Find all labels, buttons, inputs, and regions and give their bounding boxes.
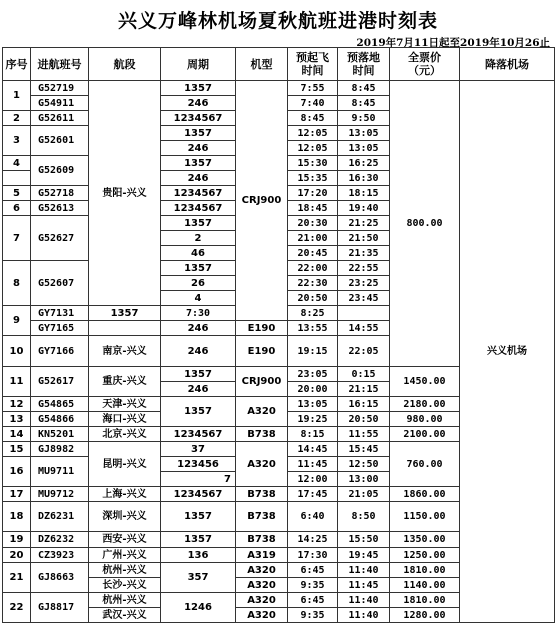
arr-cell: 13:05 (338, 126, 390, 141)
header-dep-1: 预起飞 (296, 51, 329, 64)
route-cell: 海口-兴义 (89, 412, 161, 427)
route-cell: 广州-兴义 (89, 548, 161, 563)
period-cell: 1234567 (161, 186, 236, 201)
header-airport: 降落机场 (460, 48, 555, 81)
seq-cell: 12 (3, 397, 31, 412)
flight-cell: G52617 (31, 367, 89, 397)
aircraft-cell: A320 (236, 608, 288, 623)
dep-cell: 19:15 (288, 336, 338, 367)
dep-cell: 11:45 (288, 457, 338, 472)
flight-cell: G52719 (31, 81, 89, 96)
fare-cell: 760.00 (390, 442, 460, 487)
period-cell: 246 (161, 96, 236, 111)
schedule-table (2, 47, 555, 623)
aircraft-cell: B738 (236, 532, 288, 548)
dep-cell: 20:45 (288, 246, 338, 261)
period-cell: 246 (161, 321, 236, 336)
arr-cell: 15:50 (338, 532, 390, 548)
arr-cell: 21:15 (338, 382, 390, 397)
header-dep-2: 时间 (301, 64, 324, 77)
dep-cell: 6:40 (288, 502, 338, 532)
period-cell: 1357 (161, 216, 236, 231)
seq-cell: 13 (3, 412, 31, 427)
aircraft-cell: A320 (236, 442, 288, 487)
header-flight: 进航班号 (31, 48, 89, 81)
route-cell: 武汉-兴义 (89, 608, 161, 623)
aircraft-cell: B738 (236, 502, 288, 532)
flight-cell: MU9712 (31, 487, 89, 502)
arr-cell: 8:50 (338, 502, 390, 532)
arr-cell: 15:45 (338, 442, 390, 457)
dep-cell: 21:00 (288, 231, 338, 246)
period-cell: 1357 (161, 156, 236, 171)
flight-cell: GY7166 (31, 336, 89, 367)
flight-cell: G54911 (31, 96, 89, 111)
route-cell: 杭州-兴义 (89, 563, 161, 578)
dep-cell: 14:25 (288, 532, 338, 548)
header-period: 周期 (161, 48, 236, 81)
flight-cell: KN5201 (31, 427, 89, 442)
fare-cell: 1280.00 (390, 608, 460, 623)
flight-cell: G52613 (31, 201, 89, 216)
table-row (3, 81, 555, 96)
aircraft-cell: B738 (236, 487, 288, 502)
period-cell: 1357 (161, 126, 236, 141)
dep-cell: 12:00 (288, 472, 338, 487)
seq-cell: 3 (3, 126, 31, 156)
seq-cell: 21 (3, 563, 31, 593)
dep-cell: 23:05 (288, 367, 338, 382)
aircraft-cell: CRJ900 (236, 81, 288, 321)
arr-cell: 12:50 (338, 457, 390, 472)
airport-cell: 兴义机场 (460, 81, 555, 623)
dep-cell: 9:35 (288, 578, 338, 593)
fare-cell: 1810.00 (390, 593, 460, 608)
flight-cell: G52718 (31, 186, 89, 201)
arr-cell: 11:40 (338, 593, 390, 608)
fare-cell: 800.00 (390, 81, 460, 367)
arr-cell: 22:05 (338, 336, 390, 367)
period-cell: 37 (161, 442, 236, 457)
dep-cell: 9:35 (288, 608, 338, 623)
arr-cell: 16:15 (338, 397, 390, 412)
arr-cell: 21:25 (338, 216, 390, 231)
fare-cell: 1450.00 (390, 367, 460, 397)
arr-cell: 16:25 (338, 156, 390, 171)
header-aircraft: 机型 (236, 48, 288, 81)
period-cell: 1234567 (161, 111, 236, 126)
dep-cell: 17:20 (288, 186, 338, 201)
flight-cell: DZ6231 (31, 502, 89, 532)
arr-cell: 11:40 (338, 608, 390, 623)
header-fare-1: 全票价 (408, 51, 441, 64)
arr-cell: 13:05 (338, 141, 390, 156)
dep-cell: 20:30 (288, 216, 338, 231)
flight-cell: G52611 (31, 111, 89, 126)
dep-cell: 7:40 (288, 96, 338, 111)
flight-cell: GJ8817 (31, 593, 89, 623)
arr-cell: 11:55 (338, 427, 390, 442)
dep-cell: 7:55 (288, 81, 338, 96)
flight-cell: G52601 (31, 126, 89, 156)
period-cell: 1357 (161, 261, 236, 276)
seq-cell: 8 (3, 261, 31, 306)
flight-cell: G52609 (31, 156, 89, 186)
header-arr (338, 48, 390, 81)
seq-cell: 20 (3, 548, 31, 563)
dep-cell: 13:05 (288, 397, 338, 412)
arr-cell: 11:45 (338, 578, 390, 593)
seq-cell: 2 (3, 111, 31, 126)
period-cell: 26 (161, 276, 236, 291)
header-seq: 序号 (3, 48, 31, 81)
dep-cell: 15:35 (288, 171, 338, 186)
arr-cell: 8:45 (338, 81, 390, 96)
flight-cell: GY7165 (31, 321, 89, 336)
route-cell: 昆明-兴义 (89, 442, 161, 487)
period-cell: 1357 (161, 397, 236, 427)
arr-cell: 11:40 (338, 563, 390, 578)
period-cell: 1357 (89, 306, 161, 321)
period-cell: 1234567 (161, 487, 236, 502)
aircraft-cell: A320 (236, 563, 288, 578)
dep-cell: 6:45 (288, 563, 338, 578)
route-cell (89, 321, 161, 336)
aircraft-cell: B738 (236, 427, 288, 442)
seq-cell: 18 (3, 502, 31, 532)
seq-cell: 14 (3, 427, 31, 442)
aircraft-cell: A320 (236, 578, 288, 593)
dep-cell: 12:05 (288, 141, 338, 156)
seq-cell (3, 171, 31, 186)
route-cell: 西安-兴义 (89, 532, 161, 548)
route-cell: 上海-兴义 (89, 487, 161, 502)
arr-cell: 23:45 (338, 291, 390, 306)
fare-cell: 2180.00 (390, 397, 460, 412)
period-cell: 357 (161, 563, 236, 593)
seq-cell: 4 (3, 156, 31, 171)
arr-cell: 22:55 (338, 261, 390, 276)
dep-cell: 12:05 (288, 126, 338, 141)
route-cell: 杭州-兴义 (89, 593, 161, 608)
fare-cell: 2100.00 (390, 427, 460, 442)
dep-cell: 15:30 (288, 156, 338, 171)
dep-cell: 8:15 (288, 427, 338, 442)
dep-cell: 22:00 (288, 261, 338, 276)
route-cell: 重庆-兴义 (89, 367, 161, 397)
aircraft-cell: A320 (236, 593, 288, 608)
page-title: 兴义万峰林机场夏秋航班进港时刻表 (117, 10, 438, 32)
arr-cell: 21:50 (338, 231, 390, 246)
seq-cell: 9 (3, 306, 31, 336)
flight-cell: GJ8663 (31, 563, 89, 593)
arr-cell: 21:35 (338, 246, 390, 261)
route-cell: 天津-兴义 (89, 397, 161, 412)
arr-cell: 16:30 (338, 171, 390, 186)
dep-cell: 19:25 (288, 412, 338, 427)
arr-cell: 19:45 (338, 548, 390, 563)
header-row (3, 48, 555, 81)
period-cell: 123456 (161, 457, 236, 472)
period-cell: 246 (161, 382, 236, 397)
arr-cell: 0:15 (338, 367, 390, 382)
period-cell: 1234567 (161, 201, 236, 216)
dep-cell: 14:45 (288, 442, 338, 457)
seq-cell: 1 (3, 81, 31, 111)
fare-cell: 1150.00 (390, 502, 460, 532)
period-cell: 1246 (161, 593, 236, 623)
period-cell: 1234567 (161, 427, 236, 442)
arr-cell: 8:25 (288, 306, 338, 321)
period-cell: 1357 (161, 502, 236, 532)
route-cell: 长沙-兴义 (89, 578, 161, 593)
header-route: 航段 (89, 48, 161, 81)
date-range: 2019年7月11日起至2019年10月26止 (356, 37, 550, 49)
arr-cell: 13:00 (338, 472, 390, 487)
arr-cell: 23:25 (338, 276, 390, 291)
flight-cell: GY7131 (31, 306, 89, 321)
dep-cell: 8:45 (288, 111, 338, 126)
header-fare-2: （元） (408, 64, 441, 77)
seq-cell: 11 (3, 367, 31, 397)
dep-cell: 6:45 (288, 593, 338, 608)
fare-cell: 1250.00 (390, 548, 460, 563)
period-cell: 2 (161, 231, 236, 246)
aircraft-cell: CRJ900 (236, 367, 288, 397)
dep-cell: 18:45 (288, 201, 338, 216)
period-cell: 1357 (161, 532, 236, 548)
seq-cell: 16 (3, 457, 31, 487)
aircraft-cell: E190 (236, 336, 288, 367)
seq-cell: 19 (3, 532, 31, 548)
period-cell: 46 (161, 246, 236, 261)
flight-cell: G54866 (31, 412, 89, 427)
period-cell: 1357 (161, 81, 236, 96)
period-cell: 246 (161, 141, 236, 156)
route-cell: 贵阳-兴义 (89, 81, 161, 306)
flight-cell: G52627 (31, 216, 89, 261)
arr-cell: 19:40 (338, 201, 390, 216)
header-dep (288, 48, 338, 81)
period-cell: 4 (161, 291, 236, 306)
dep-cell: 22:30 (288, 276, 338, 291)
seq-cell: 15 (3, 442, 31, 457)
arr-cell: 9:50 (338, 111, 390, 126)
flight-cell: DZ6232 (31, 532, 89, 548)
flight-cell: CZ3923 (31, 548, 89, 563)
seq-cell: 22 (3, 593, 31, 623)
fare-cell: 980.00 (390, 412, 460, 427)
route-cell: 北京-兴义 (89, 427, 161, 442)
dep-cell: 20:50 (288, 291, 338, 306)
aircraft-cell: A319 (236, 548, 288, 563)
period-cell: 1357 (161, 367, 236, 382)
arr-cell: 8:45 (338, 96, 390, 111)
dep-cell: 7:30 (161, 306, 236, 321)
seq-cell: 10 (3, 336, 31, 367)
fare-cell: 1810.00 (390, 563, 460, 578)
flight-cell: G54865 (31, 397, 89, 412)
header-arr-2: 时间 (352, 64, 375, 77)
period-cell: 7 (161, 472, 236, 487)
flight-cell: GJ8982 (31, 442, 89, 457)
flight-cell: MU9711 (31, 457, 89, 487)
period-cell: 246 (161, 171, 236, 186)
dep-cell: 17:30 (288, 548, 338, 563)
aircraft-cell: A320 (236, 397, 288, 427)
period-cell: 136 (161, 548, 236, 563)
route-cell: 南京-兴义 (89, 336, 161, 367)
dep-cell: 13:55 (288, 321, 338, 336)
seq-cell: 5 (3, 186, 31, 201)
arr-cell: 18:15 (338, 186, 390, 201)
arr-cell: 14:55 (338, 321, 390, 336)
aircraft-cell: E190 (236, 321, 288, 336)
flight-cell: G52607 (31, 261, 89, 306)
fare-cell: 1140.00 (390, 578, 460, 593)
dep-cell: 17:45 (288, 487, 338, 502)
arr-cell: 21:05 (338, 487, 390, 502)
period-cell: 246 (161, 336, 236, 367)
header-fare (390, 48, 460, 81)
fare-cell: 1350.00 (390, 532, 460, 548)
fare-cell: 1860.00 (390, 487, 460, 502)
seq-cell: 17 (3, 487, 31, 502)
header-arr-1: 预落地 (347, 51, 380, 64)
arr-cell: 20:50 (338, 412, 390, 427)
seq-cell: 7 (3, 216, 31, 261)
seq-cell: 6 (3, 201, 31, 216)
route-cell: 深圳-兴义 (89, 502, 161, 532)
dep-cell: 20:00 (288, 382, 338, 397)
